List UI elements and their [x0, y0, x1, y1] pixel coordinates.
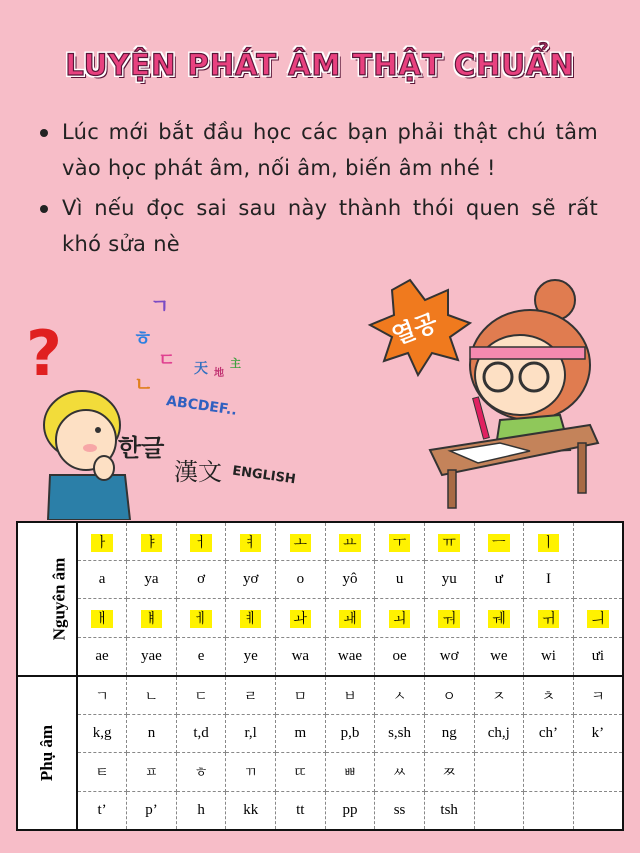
table-cell: ch’: [524, 715, 574, 753]
table-cell: ㅡ: [474, 522, 524, 561]
table-cell: ㅑ: [127, 522, 177, 561]
page-title: LUYỆN PHÁT ÂM THẬT CHUẨN: [65, 48, 575, 82]
table-cell: ㅂ: [325, 676, 375, 715]
floating-letter: 한글: [118, 434, 165, 462]
table-cell: wơ: [424, 637, 474, 676]
speech-bubble-text: 열공: [388, 308, 442, 351]
table-cell: ㄱ: [77, 676, 127, 715]
table-cell: ㅙ: [325, 599, 375, 637]
floating-letter: 漢文: [174, 458, 222, 486]
table-cell: ㄸ: [276, 753, 326, 791]
table-cell: ㅐ: [77, 599, 127, 637]
consonants-group-label: Phụ âm: [17, 676, 77, 830]
table-cell: a: [77, 561, 127, 599]
table-cell: ss: [375, 791, 425, 830]
table-cell: yô: [325, 561, 375, 599]
table-cell: ㅝ: [424, 599, 474, 637]
table-cell: ㅋ: [573, 676, 623, 715]
floating-letter: ㄷ: [158, 350, 176, 371]
vowels-group-label: Nguyên âm: [17, 522, 77, 676]
alphabet-table: [16, 521, 624, 831]
table-cell: ưi: [573, 637, 623, 676]
table-row: [17, 561, 623, 599]
table-cell: kk: [226, 791, 276, 830]
floating-letter: ABCDEF..: [165, 393, 238, 419]
table-cell: s,sh: [375, 715, 425, 753]
table-cell: o: [276, 561, 326, 599]
table-cell: ㄲ: [226, 753, 276, 791]
table-cell: ㅖ: [226, 599, 276, 637]
table-cell: ㅒ: [127, 599, 177, 637]
table-cell: k,g: [77, 715, 127, 753]
table-cell: [524, 753, 574, 791]
floating-letter: 地: [214, 368, 224, 379]
bullet-list: [38, 114, 598, 266]
table-cell: ㅚ: [375, 599, 425, 637]
table-cell: ng: [424, 715, 474, 753]
table-cell: ㅊ: [524, 676, 574, 715]
table-cell: ㄷ: [176, 676, 226, 715]
bullet-item: Lúc mới bắt đầu học các bạn phải thật chú tâm vào học phát âm, nối âm, biến âm nhé !: [38, 114, 598, 186]
table-row: [17, 715, 623, 753]
table-cell: u: [375, 561, 425, 599]
table-cell: we: [474, 637, 524, 676]
table-cell: m: [276, 715, 326, 753]
table-cell: [474, 753, 524, 791]
table-cell: ㅓ: [176, 522, 226, 561]
table-cell: ㅠ: [424, 522, 474, 561]
floating-letter: ㅎ: [133, 326, 153, 350]
table-cell: wi: [524, 637, 574, 676]
table-cell: [573, 791, 623, 830]
table-cell: n: [127, 715, 177, 753]
table-cell: p’: [127, 791, 177, 830]
table-cell: h: [176, 791, 226, 830]
table-cell: yu: [424, 561, 474, 599]
table-cell: yơ: [226, 561, 276, 599]
floating-letter: ENGLISH: [231, 463, 297, 488]
table-cell: ae: [77, 637, 127, 676]
floating-letter: ㄱ: [150, 294, 170, 318]
table-cell: ㄹ: [226, 676, 276, 715]
table-cell: [524, 791, 574, 830]
table-cell: ye: [226, 637, 276, 676]
table-cell: ㅛ: [325, 522, 375, 561]
table-cell: ㅍ: [127, 753, 177, 791]
table-cell: ㅘ: [276, 599, 326, 637]
table-cell: tsh: [424, 791, 474, 830]
table-cell: e: [176, 637, 226, 676]
question-mark: ?: [26, 317, 62, 390]
table-cell: [573, 753, 623, 791]
table-cell: ㅜ: [375, 522, 425, 561]
table-cell: ㅗ: [276, 522, 326, 561]
table-cell: oe: [375, 637, 425, 676]
table-cell: ㅃ: [325, 753, 375, 791]
bullet-item: Vì nếu đọc sai sau này thành thói quen sẽ rất khó sửa nè: [38, 190, 598, 262]
table-cell: yae: [127, 637, 177, 676]
table-cell: ㅌ: [77, 753, 127, 791]
table-cell: ch,j: [474, 715, 524, 753]
table-cell: ㅞ: [474, 599, 524, 637]
table-row: [17, 753, 623, 791]
table-cell: ㅎ: [176, 753, 226, 791]
table-cell: pp: [325, 791, 375, 830]
table-cell: ư: [474, 561, 524, 599]
table-cell: t’: [77, 791, 127, 830]
studying-girl-illustration: [350, 275, 610, 510]
table-cell: ㅉ: [424, 753, 474, 791]
table-row: [17, 676, 623, 715]
table-cell: ㅆ: [375, 753, 425, 791]
table-row: [17, 522, 623, 561]
table-row: [17, 791, 623, 830]
table-row: [17, 599, 623, 637]
table-cell: wae: [325, 637, 375, 676]
table-cell: r,l: [226, 715, 276, 753]
table-cell: ㅁ: [276, 676, 326, 715]
floating-letter: 主: [230, 357, 241, 370]
table-cell: ㅈ: [474, 676, 524, 715]
floating-letter: 天: [194, 361, 208, 377]
table-cell: ㅏ: [77, 522, 127, 561]
table-cell: wa: [276, 637, 326, 676]
table-cell: ya: [127, 561, 177, 599]
table-cell: [474, 791, 524, 830]
table-cell: ㅅ: [375, 676, 425, 715]
table-cell: ㅇ: [424, 676, 474, 715]
table-cell: p,b: [325, 715, 375, 753]
table-cell: I: [524, 561, 574, 599]
table-cell: k’: [573, 715, 623, 753]
table-cell: ơ: [176, 561, 226, 599]
table-row: [17, 637, 623, 676]
table-cell: t,d: [176, 715, 226, 753]
table-cell: ㅣ: [524, 522, 574, 561]
table-cell: [573, 522, 623, 561]
table-cell: [573, 561, 623, 599]
table-cell: tt: [276, 791, 326, 830]
table-cell: ㅢ: [573, 599, 623, 637]
table-cell: ㅕ: [226, 522, 276, 561]
table-cell: ㅔ: [176, 599, 226, 637]
table-cell: ㄴ: [127, 676, 177, 715]
floating-letter: ㄴ: [134, 372, 154, 396]
table-cell: ㅟ: [524, 599, 574, 637]
